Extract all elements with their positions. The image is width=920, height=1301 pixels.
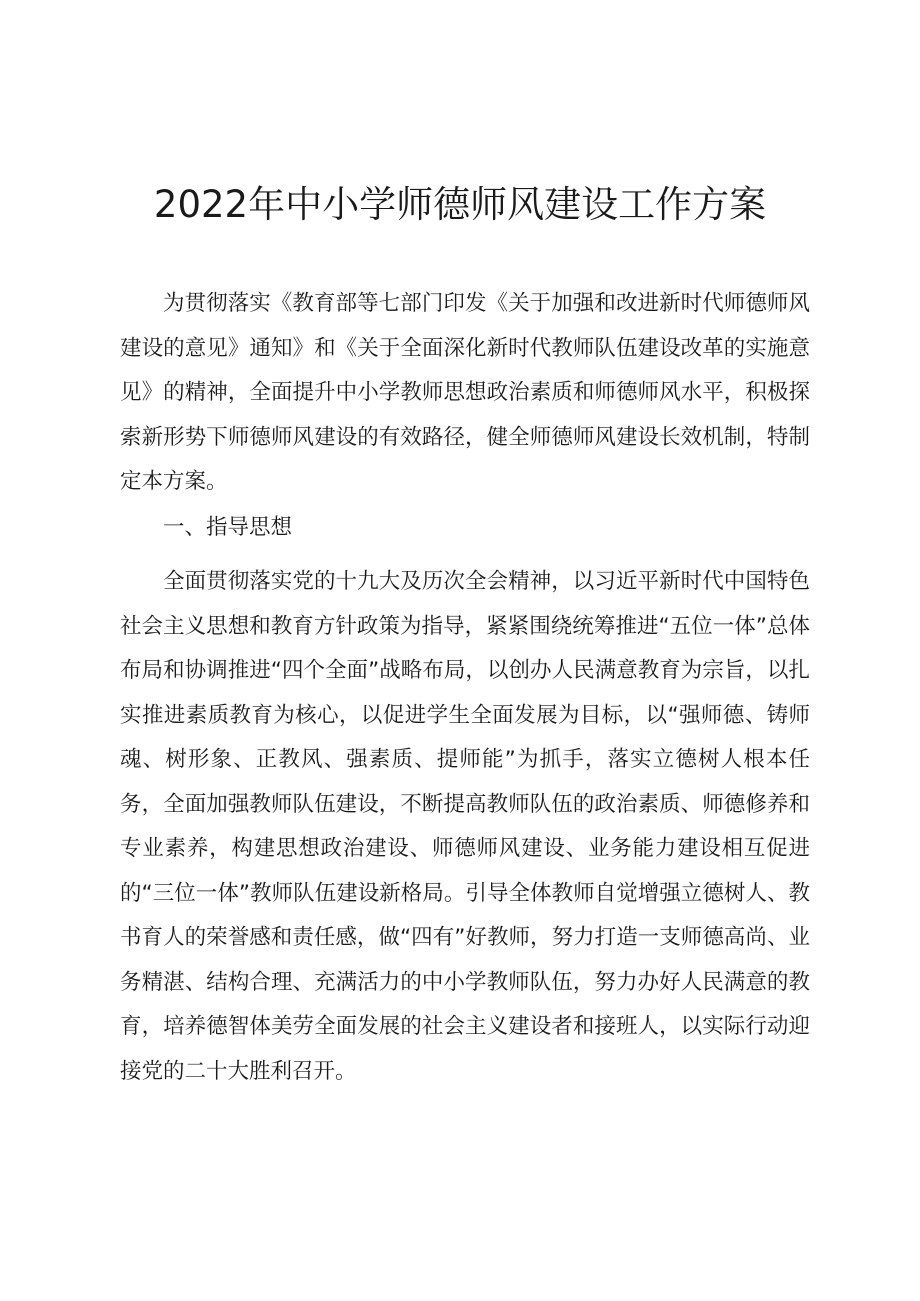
intro-paragraph: 为贯彻落实《教育部等七部门印发《关于加强和改进新时代师德师风建设的意见》通知》和《关于全面深化新时代教师队伍建设改革的实施意见》的精神，全面提升中小学教师思想政治素质和师德师风水平，积极探索新形势下师德师风建设的有效路径，健全师德师风建设长效机制，特制定本方案。 bbox=[120, 291, 810, 494]
document-title: 2022年中小学师德师风建设工作方案 bbox=[153, 183, 767, 226]
section-heading-guiding-ideology: 一、指导思想 bbox=[163, 515, 293, 540]
guiding-ideology-paragraph: 全面贯彻落实党的十九大及历次全会精神，以习近平新时代中国特色社会主义思想和教育方针政策为指导，紧紧围绕统筹推进“五位一体”总体布局和协调推进“四个全面”战略布局，以创办人民满意教育为宗旨，以扎实推进素质教育为核心，以促进学生全面发展为目标，以“强师德、铸师魂、树形象、正教风、强素质、提师能”为抓手，落实立德树人根本任务，全面加强教师队伍建设，不断提高教师队伍的政治素质、师德修养和专业素养，构建思想政治建设、师德师风建设、业务能力建设相互促进的“三位一体”教师队伍建设新格局。引导全体教师自觉增强立德树人、教书育人的荣誉感和责任感，做“四有”好教师，努力打造一支师德高尚、业务精湛、结构合理、充满活力的中小学教师队伍，努力办好人民满意的教育，培养德智体美劳全面发展的社会主义建设者和接班人，以实际行动迎接党的二十大胜利召开。 bbox=[120, 569, 810, 1084]
